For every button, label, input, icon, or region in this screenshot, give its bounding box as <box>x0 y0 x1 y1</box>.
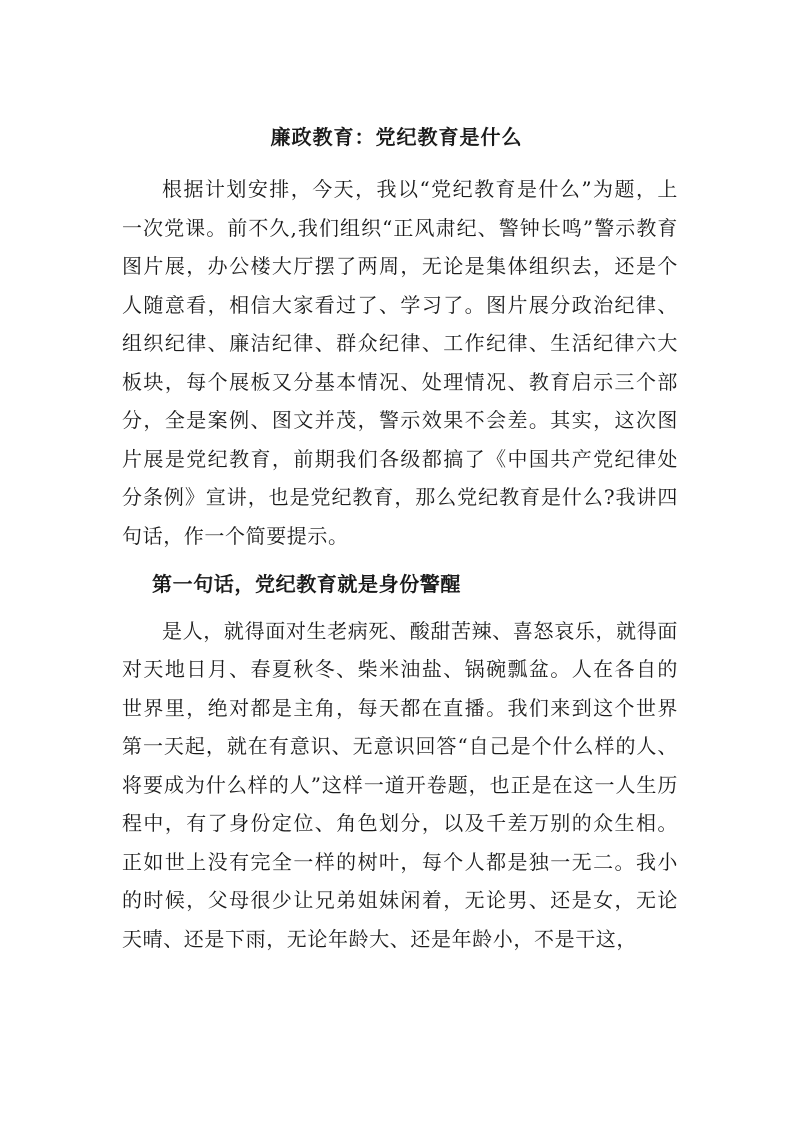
document-title: 廉政教育：党纪教育是什么 <box>270 125 523 149</box>
section-paragraph: 是人，就得面对生老病死、酸甜苦辣、喜怒哀乐，就得面对天地日月、春夏秋冬、柴米油盐、锅碗瓢盆。人在各自的世界里，绝对都是主角，每天都在直播。我们来到这个世界第一天起，就在有意识、无意识回答“自己是个什么样的人、将要成为什么样的人”这样一道开卷题，也正是在这一人生历程中，有了身份定位、角色划分，以及千差万别的众生相。正如世上没有完全一样的树叶，每个人都是独一无二。我小的时候，父母很少让兄弟姐妹闲着，无论男、还是女，无论天晴、还是下雨，无论年龄大、还是年龄小，不是干这， <box>122 618 678 951</box>
document-body <box>122 170 678 958</box>
intro-paragraph: 根据计划安排，今天，我以“党纪教育是什么”为题，上一次党课。前不久,我们组织“正风肃纪、警钟长鸣”警示教育图片展，办公楼大厅摆了两周，无论是集体组织去，还是个人随意看，相信大家看过了、学习了。图片展分政治纪律、组织纪律、廉洁纪律、群众纪律、工作纪律、生活纪律六大板块，每个展板又分基本情况、处理情况、教育启示三个部分，全是案例、图文并茂，警示效果不会差。其实，这次图片展是党纪教育，前期我们各级都搞了《中国共产党纪律处分条例》宣讲，也是党纪教育，那么党纪教育是什么?我讲四句话，作一个简要提示。 <box>122 177 678 548</box>
section-heading: 第一句话，党纪教育就是身份警醒 <box>152 572 461 596</box>
